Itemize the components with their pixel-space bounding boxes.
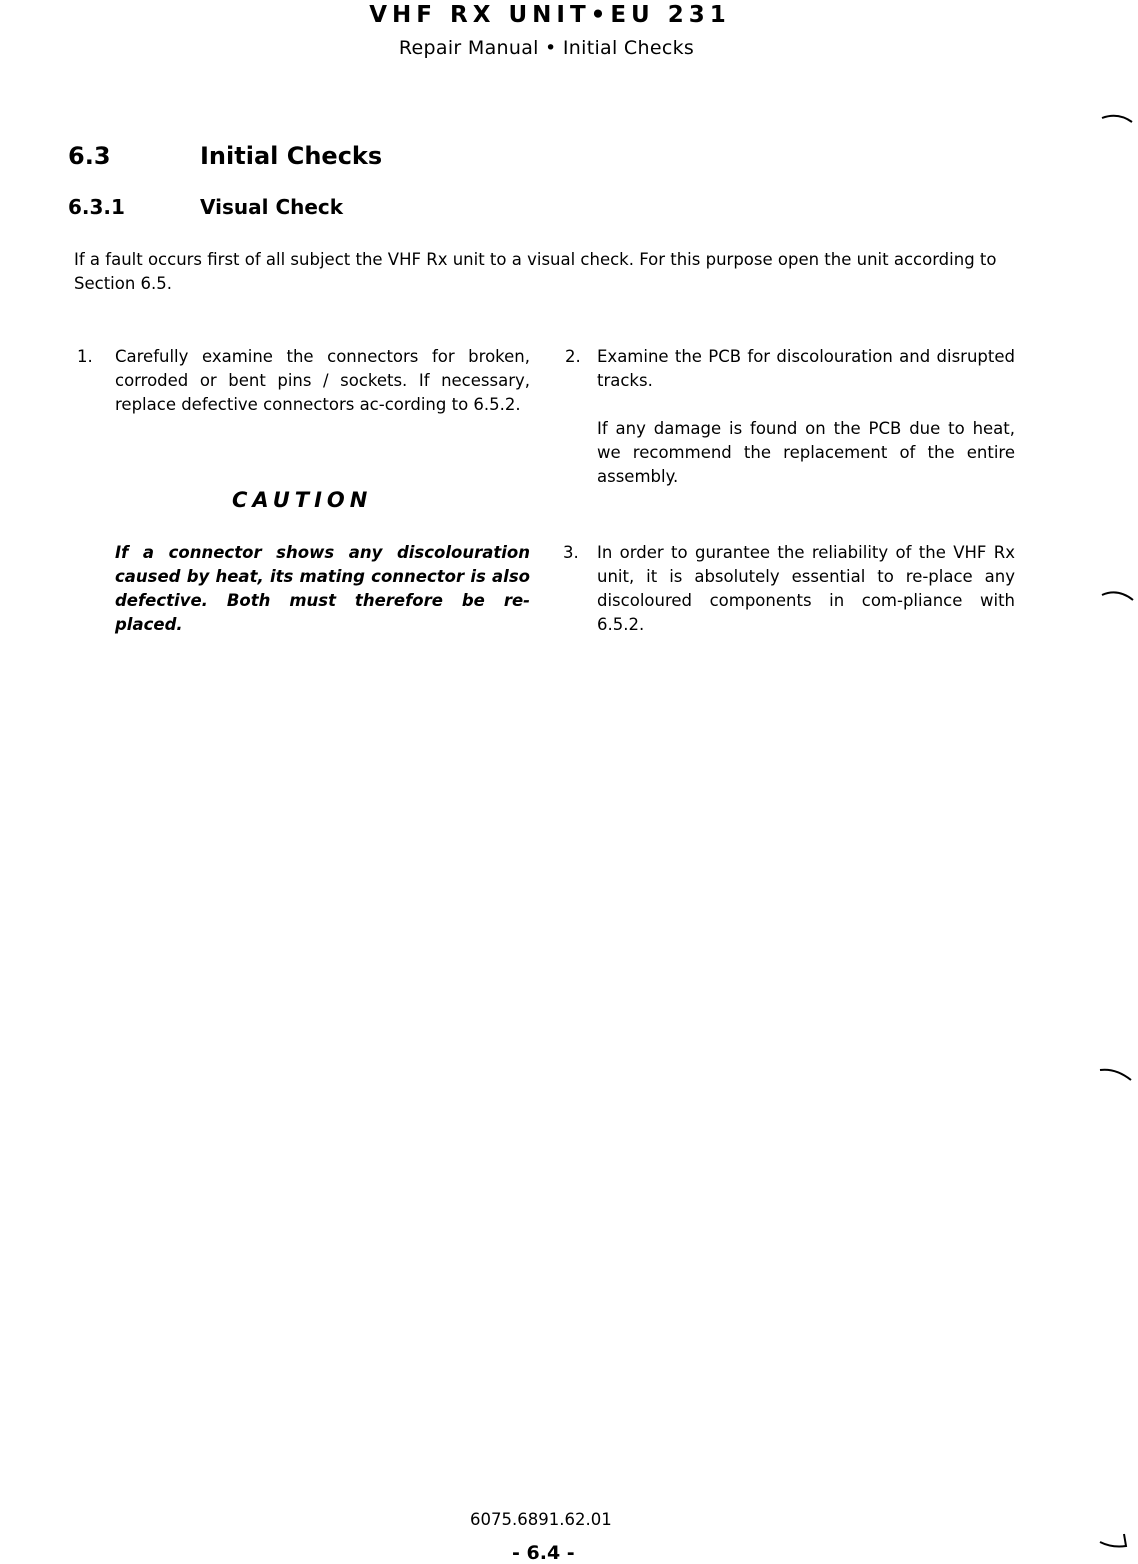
page-number: - 6.4 - [512, 1542, 575, 1564]
list-item-text [115, 345, 530, 417]
list-item-text [597, 541, 1015, 637]
document-number: 6075.6891.62.01 [470, 1510, 612, 1529]
list-item-number: 1. [77, 347, 93, 366]
section-number: 6.3 [68, 142, 111, 170]
scan-mark [1098, 1532, 1134, 1558]
scan-mark [1098, 1064, 1134, 1084]
subsection-title: Visual Check [200, 195, 344, 219]
list-item-number: 3. [563, 543, 579, 562]
list-item-paragraph: In order to gurantee the reliability of the VHF Rx unit, it is absolutely essential to re-place any discoloured components in com-pliance with 6.5.2. [597, 543, 1015, 634]
list-item-paragraph: Carefully examine the connectors for broken, corroded or bent pins / sockets. If necessary, replace defective connectors ac-cording to 6.5.2. [115, 347, 530, 414]
scan-mark [1100, 586, 1136, 606]
intro-paragraph: If a fault occurs first of all subject the VHF Rx unit to a visual check. For this purpose open the unit according to Section 6.5. [74, 250, 997, 293]
document-subtitle: Repair Manual • Initial Checks [398, 37, 695, 59]
list-item-paragraph: Examine the PCB for discolouration and disrupted tracks. [597, 347, 1015, 390]
section-title: Initial Checks [200, 142, 383, 170]
scan-mark [1100, 108, 1136, 128]
caution-heading: CAUTION [232, 488, 373, 512]
document-title: VHF RX UNIT•EU 231 [369, 2, 731, 28]
list-item-number: 2. [565, 347, 581, 366]
subsection-number: 6.3.1 [68, 195, 125, 219]
caution-text: If a connector shows any discolouration caused by heat, its mating connector is also defective. Both must therefore be re-placed. [115, 543, 530, 634]
list-item-paragraph: If any damage is found on the PCB due to heat, we recommend the replacement of the entire assembly. [597, 419, 1015, 486]
list-item-text [597, 345, 1015, 489]
